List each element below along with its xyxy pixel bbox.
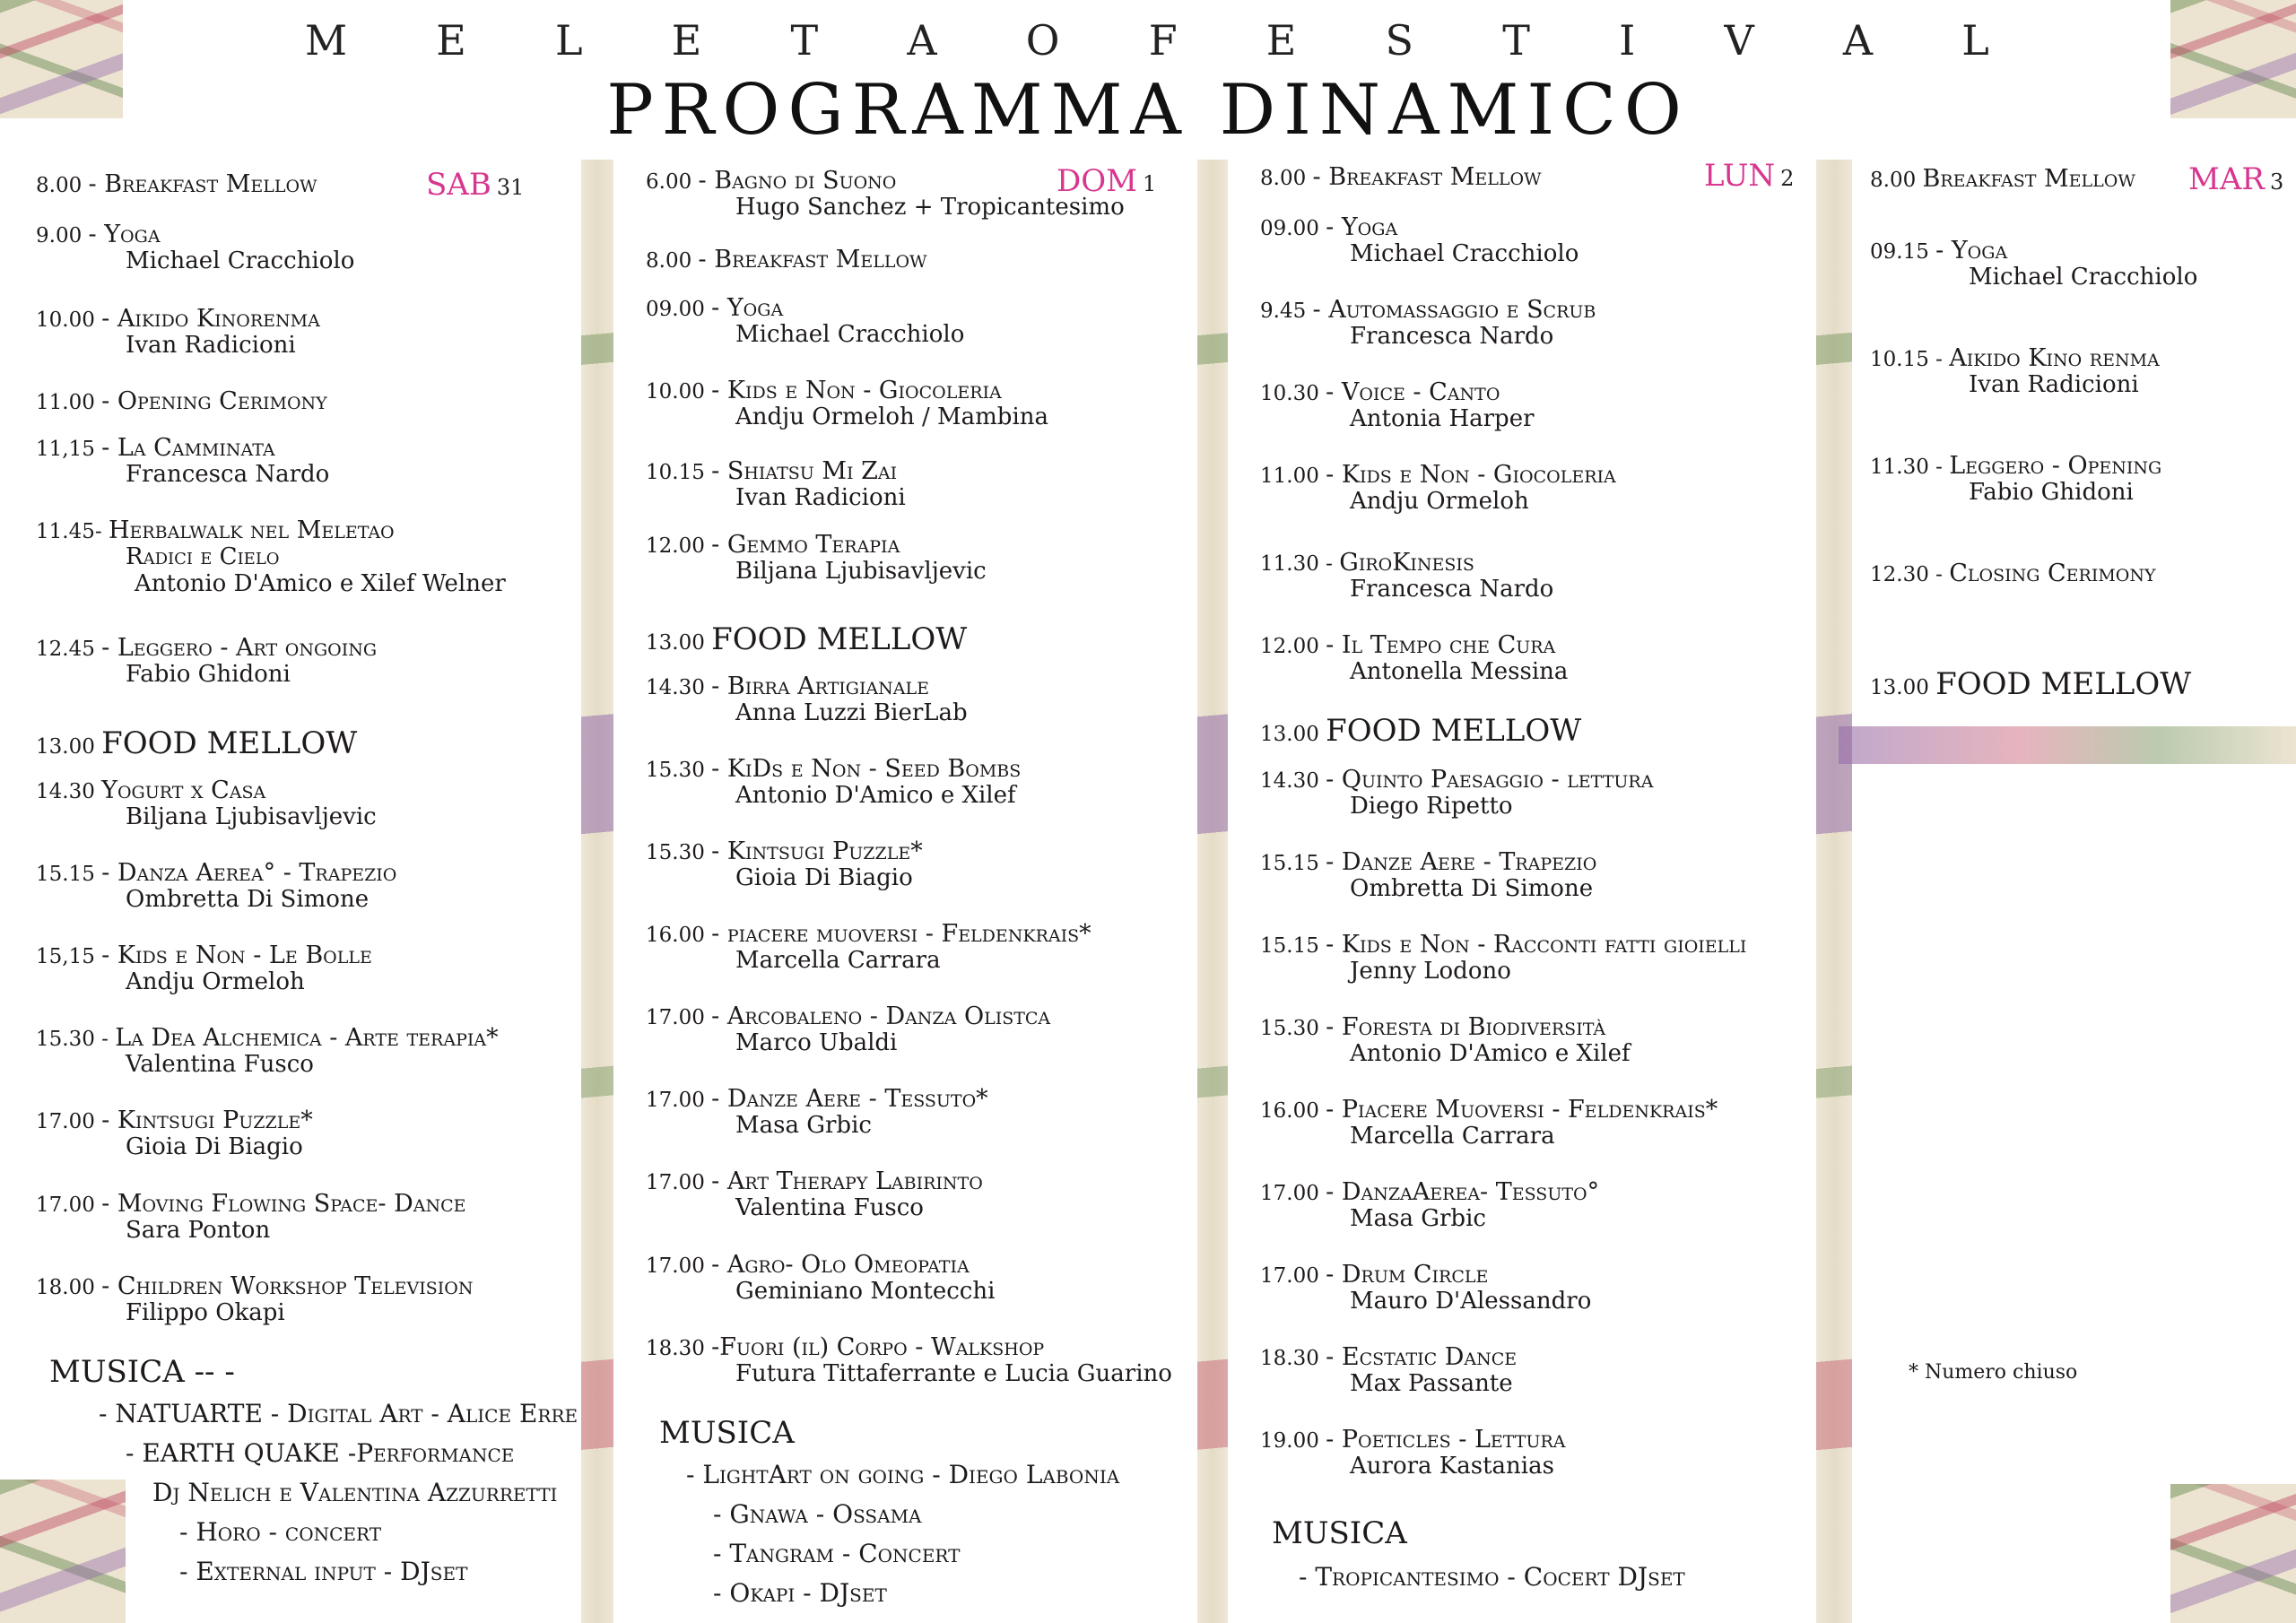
schedule-event — [1260, 461, 1616, 516]
event-title: - Foresta di Biodiversità — [1326, 1013, 1606, 1041]
event-host: Ivan Radicioni — [735, 484, 906, 512]
event-time: 12.00 — [1260, 635, 1326, 658]
festival-letter: L — [555, 16, 585, 65]
event-time: 17.00 — [36, 1110, 102, 1133]
event-host: Ivan Radicioni — [1969, 371, 2139, 399]
event-time: 18.00 — [36, 1276, 102, 1299]
event-title: - piacere muoversi - Feldenkrais* — [711, 920, 1091, 948]
event-title: - Drum Circle — [1326, 1261, 1489, 1289]
event-host: Jenny Lodono — [1350, 958, 1511, 985]
event-title: - La Camminata — [101, 434, 275, 462]
festival-letter: E — [671, 16, 704, 65]
festival-letter: T — [1502, 16, 1532, 65]
event-host: Marcella Carrara — [735, 947, 941, 975]
event-host: Marcella Carrara — [1350, 1123, 1555, 1150]
event-time: 13.00 — [1260, 723, 1326, 746]
event-title: - Piacere Muoversi - Feldenkrais* — [1326, 1096, 1718, 1124]
event-title: - Arcobaleno - Danza Olistca — [711, 1002, 1051, 1030]
event-title: Aikido Kino renma — [1949, 344, 2160, 372]
schedule-event — [1260, 766, 1653, 820]
event-host: Sara Ponton — [126, 1217, 271, 1245]
schedule-event — [36, 777, 377, 831]
schedule-event — [1870, 344, 2160, 399]
event-time: 12.00 — [646, 534, 712, 558]
schedule-event — [1260, 1096, 1718, 1150]
schedule-event — [1260, 1178, 1599, 1233]
event-host: Gioia Di Biagio — [126, 1133, 303, 1161]
musica-item: - Tropicantesimo - Cocert DJset — [1299, 1562, 1685, 1592]
musica-heading: MUSICA -- - — [49, 1354, 235, 1390]
musica-item: - EARTH QUAKE -Performance — [126, 1438, 515, 1468]
event-time: 17.00 — [1260, 1182, 1326, 1205]
event-title: - Yoga — [711, 294, 784, 322]
event-title: -Fuori (il) Corpo - Walkshop — [711, 1333, 1045, 1361]
event-time: 18.30 — [646, 1337, 712, 1360]
schedule-event — [36, 1272, 474, 1327]
schedule-event — [1260, 931, 1746, 985]
day-number: 31 — [496, 175, 525, 200]
event-host: Michael Cracchiolo — [1350, 240, 1579, 268]
event-host: Masa Grbic — [735, 1112, 872, 1140]
floral-strip — [1197, 160, 1228, 1623]
event-host: Andju Ormeloh / Mambina — [735, 404, 1049, 431]
event-title: - Yoga — [88, 221, 161, 248]
event-time: 14.30 — [1260, 769, 1326, 793]
event-time: 11.45- — [36, 520, 109, 543]
event-time: 15.30 - — [36, 1028, 116, 1051]
event-title: - Quinto Paesaggio - lettura — [1326, 766, 1654, 794]
event-title: FOOD MELLOW — [101, 725, 358, 761]
festival-letter: S — [1385, 16, 1416, 65]
event-title: - Kids e Non - Le Bolle — [101, 942, 372, 969]
day-name: SAB — [426, 167, 491, 203]
event-title: Yogurt x Casa — [101, 777, 266, 804]
event-title: - Aikido Kinorenma — [101, 305, 320, 333]
event-time: 10.00 — [36, 308, 102, 332]
schedule-event — [1260, 848, 1596, 903]
event-time: 10.30 — [1260, 382, 1326, 405]
event-time: 6.00 — [646, 170, 699, 194]
event-title: - Yoga — [1326, 213, 1398, 241]
event-title: - Il Tempo che Cura — [1326, 631, 1556, 659]
event-host: Filippo Okapi — [126, 1299, 285, 1327]
event-time: 14.30 — [646, 676, 712, 699]
event-time: 8.00 — [646, 249, 699, 273]
schedule-event — [36, 1190, 465, 1245]
event-host: Antonio D'Amico e Xilef — [735, 782, 1016, 810]
schedule-event — [1260, 631, 1568, 686]
schedule-event — [36, 221, 354, 275]
event-time: 16.00 — [1260, 1099, 1326, 1123]
event-title: - Breakfast Mellow — [698, 246, 927, 273]
schedule-event — [1870, 560, 2156, 587]
event-title: - Kids e Non - Giocoleria — [711, 377, 1002, 404]
event-time: 11.30 - — [1870, 456, 1950, 479]
schedule-event — [36, 305, 320, 360]
event-host: Futura Tittaferrante e Lucia Guarino — [735, 1360, 1172, 1388]
event-title: - Children Workshop Television — [101, 1272, 474, 1300]
event-title: GiroKinesis — [1339, 549, 1474, 577]
event-time: 09.15 — [1870, 240, 1936, 264]
footnote: * Numero chiuso — [1909, 1361, 2078, 1384]
event-time: 15,15 — [36, 945, 102, 968]
event-title: - Kintsugi Puzzle* — [711, 838, 923, 865]
event-host: Diego Ripetto — [1350, 793, 1513, 820]
event-host: Antonella Messina — [1350, 658, 1569, 686]
event-title: FOOD MELLOW — [711, 621, 968, 657]
event-time: 09.00 — [1260, 217, 1326, 240]
event-host: Max Passante — [1350, 1370, 1513, 1398]
event-time: 16.00 — [646, 924, 712, 947]
schedule-event — [646, 1002, 1050, 1057]
musica-item: - Horo - concert — [179, 1517, 382, 1547]
event-title: - KiDs e Non - Seed Bombs — [711, 755, 1022, 783]
musica-item: - Tangram - Concert — [713, 1539, 961, 1568]
event-host: Andju Ormeloh — [126, 968, 305, 996]
schedule-event — [646, 457, 906, 512]
event-title: - Danze Aere - Trapezio — [1326, 848, 1597, 876]
event-time: 11,15 — [36, 438, 102, 461]
event-title: - Gemmo Terapia — [711, 531, 900, 559]
schedule-event — [646, 377, 1048, 431]
schedule-event — [646, 622, 967, 657]
schedule-event — [646, 1251, 995, 1306]
event-time: 10.15 - — [1870, 348, 1950, 371]
festival-letter: L — [1961, 16, 1991, 65]
event-title: - Birra Artigianale — [711, 673, 930, 700]
event-time: 15.15 — [36, 863, 102, 886]
event-time: 10.15 — [646, 461, 712, 484]
event-time: 19.00 — [1260, 1429, 1326, 1453]
schedule-event — [1260, 296, 1596, 351]
event-time: 12.30 - — [1870, 563, 1950, 586]
festival-letter: M — [305, 16, 350, 65]
event-title: - Moving Flowing Space- Dance — [101, 1190, 466, 1218]
event-host: Michael Cracchiolo — [1969, 264, 2198, 291]
event-title: - Ecstatic Dance — [1326, 1343, 1518, 1371]
event-title: - DanzaAerea- Tessuto° — [1326, 1178, 1600, 1206]
event-title: - Breakfast Mellow — [1312, 163, 1542, 191]
event-host: Valentina Fusco — [126, 1051, 314, 1079]
schedule-event — [1870, 667, 2191, 702]
day-name: DOM — [1057, 163, 1137, 199]
event-host: Mauro D'Alessandro — [1350, 1288, 1592, 1315]
event-time: 09.00 — [646, 298, 712, 321]
event-time: 10.00 — [646, 380, 712, 404]
event-host: Francesca Nardo — [1350, 576, 1554, 603]
day-label — [426, 167, 524, 203]
floral-decoration — [0, 1480, 126, 1623]
day-label — [2188, 161, 2283, 197]
event-time: 13.00 — [36, 735, 102, 759]
schedule-event — [646, 673, 968, 727]
schedule-event — [646, 1085, 988, 1140]
event-title: - Agro- Olo Omeopatia — [711, 1251, 970, 1279]
festival-letter: V — [1724, 16, 1756, 65]
event-host: Hugo Sanchez + Tropicantesimo — [735, 194, 1125, 221]
schedule-event — [1260, 213, 1578, 268]
schedule-event — [646, 920, 1091, 975]
schedule-event — [36, 434, 329, 489]
event-host: Valentina Fusco — [735, 1194, 924, 1222]
event-time: 17.00 — [36, 1193, 102, 1217]
event-host: Ombretta Di Simone — [1350, 875, 1594, 903]
event-title: - Shiatsu Mi Zai — [711, 457, 898, 485]
event-host: Antonio D'Amico e Xilef — [1350, 1040, 1631, 1068]
event-time: 9.00 — [36, 224, 89, 247]
musica-heading: MUSICA — [1272, 1515, 1407, 1551]
event-host: Andju Ormeloh — [1350, 488, 1529, 516]
event-host: Gioia Di Biagio — [735, 864, 913, 892]
day-label — [1704, 158, 1794, 194]
event-time: 17.00 — [646, 1089, 712, 1112]
schedule-event — [646, 294, 964, 349]
event-time: 17.00 — [646, 1171, 712, 1194]
schedule-event — [646, 1167, 983, 1222]
event-title: - Art Therapy Labirinto — [711, 1167, 983, 1195]
festival-letter: A — [1842, 16, 1875, 65]
schedule-event — [1870, 237, 2197, 291]
event-title: Herbalwalk nel Meletao — [108, 516, 395, 544]
event-host: Marco Ubaldi — [735, 1029, 898, 1057]
event-time: 11.00 — [36, 391, 102, 414]
event-time: 8.00 — [1870, 169, 1923, 192]
schedule-event — [1260, 378, 1535, 433]
event-title: FOOD MELLOW — [1935, 666, 2192, 702]
event-time: 15.15 — [1260, 852, 1326, 875]
event-host: Ombretta Di Simone — [126, 886, 370, 914]
schedule-event — [1260, 1343, 1517, 1398]
day-number: 1 — [1142, 171, 1157, 196]
schedule-event — [36, 726, 357, 761]
event-title: Closing Cerimony — [1949, 560, 2156, 587]
floral-strip — [581, 160, 613, 1623]
floral-strip — [1816, 160, 1852, 1623]
schedule-event — [36, 859, 396, 914]
event-host: Masa Grbic — [1350, 1205, 1486, 1233]
schedule-event — [1260, 1426, 1566, 1480]
day-name: MAR — [2188, 161, 2265, 197]
event-host: Michael Cracchiolo — [735, 321, 965, 349]
event-host: Fabio Ghidoni — [126, 661, 291, 689]
event-time: 8.00 — [36, 174, 89, 197]
schedule-event — [36, 1024, 499, 1079]
event-host: Geminiano Montecchi — [735, 1278, 996, 1306]
schedule-event — [36, 387, 327, 415]
schedule-event — [1870, 165, 2135, 193]
event-time: 15.30 — [646, 759, 712, 782]
event-time: 8.00 — [1260, 167, 1313, 190]
event-host: Fabio Ghidoni — [1969, 479, 2134, 507]
schedule-event — [646, 531, 987, 586]
event-title: - Kids e Non - Racconti fatti gioielli — [1326, 931, 1747, 959]
event-title: - Voice - Canto — [1326, 378, 1500, 406]
event-title: - Danza Aerea° - Trapezio — [101, 859, 397, 887]
event-time: 11.30 - — [1260, 552, 1340, 576]
festival-letter: A — [907, 16, 939, 65]
event-host: Ivan Radicioni — [126, 332, 296, 360]
event-title: - Leggero - Art ongoing — [101, 634, 378, 662]
event-title: - Kintsugi Puzzle* — [101, 1107, 313, 1134]
musica-item: - External input - DJset — [179, 1557, 468, 1586]
schedule-event — [36, 516, 506, 598]
event-title: Breakfast Mellow — [1922, 165, 2135, 193]
schedule-event — [646, 246, 927, 273]
event-host: Anna Luzzi BierLab — [735, 699, 968, 727]
schedule-event — [1260, 1261, 1591, 1315]
event-time: 12.45 — [36, 638, 102, 661]
festival-letter: F — [1148, 16, 1179, 65]
event-title: - Yoga — [1935, 237, 2008, 265]
event-time: 14.30 — [36, 780, 102, 803]
event-time: 11.00 — [1260, 464, 1326, 488]
day-number: 2 — [1780, 166, 1795, 191]
event-title: La Dea Alchemica - Arte terapia* — [115, 1024, 499, 1052]
event-time: 18.30 — [1260, 1347, 1326, 1370]
day-number: 3 — [2269, 169, 2284, 195]
schedule-event — [1870, 452, 2161, 507]
schedule-event — [646, 167, 1125, 221]
festival-letter: E — [1265, 16, 1299, 65]
festival-letter: E — [436, 16, 468, 65]
page-title: PROGRAMMA DINAMICO — [606, 70, 1690, 151]
schedule-event — [36, 170, 317, 198]
event-title: - Breakfast Mellow — [88, 170, 317, 198]
schedule-event — [1260, 1013, 1631, 1068]
schedule-event — [646, 838, 923, 892]
floral-strip — [1839, 726, 2296, 764]
event-host: Aurora Kastanias — [1350, 1453, 1554, 1480]
event-host: Antonia Harper — [1350, 405, 1535, 433]
schedule-event — [36, 942, 372, 996]
event-host: Biljana Ljubisavljevic — [735, 558, 987, 586]
event-title: - Automassaggio e Scrub — [1312, 296, 1596, 324]
event-time: 17.00 — [1260, 1264, 1326, 1288]
schedule-event — [1260, 714, 1581, 749]
event-time: 13.00 — [646, 631, 712, 655]
festival-letter: I — [1619, 16, 1638, 65]
event-host: Antonio D'Amico e Xilef Welner — [135, 569, 506, 597]
event-title: - Kids e Non - Giocoleria — [1326, 461, 1616, 489]
festival-name — [305, 16, 1991, 65]
day-name: LUN — [1704, 158, 1776, 194]
musica-item: - NATUARTE - Digital Art - Alice Erre — [99, 1399, 578, 1428]
schedule-event — [36, 634, 377, 689]
schedule-event — [1260, 163, 1542, 191]
schedule-event — [36, 1107, 313, 1161]
event-time: 17.00 — [646, 1006, 712, 1029]
musica-item: - Okapi - DJset — [713, 1578, 887, 1608]
event-host: Francesca Nardo — [1350, 323, 1554, 351]
schedule-event — [646, 755, 1021, 810]
event-time: 9.45 — [1260, 299, 1313, 323]
event-host: Michael Cracchiolo — [126, 247, 355, 275]
event-time: 15.30 — [1260, 1017, 1326, 1040]
musica-item: Dj Nelich e Valentina Azzurretti — [152, 1478, 558, 1507]
event-host: Biljana Ljubisavljevic — [126, 803, 377, 831]
festival-letter: T — [790, 16, 821, 65]
event-title: - Opening Cerimony — [101, 387, 327, 415]
musica-item: - Gnawa - Ossama — [713, 1499, 922, 1529]
event-title: FOOD MELLOW — [1326, 713, 1582, 749]
floral-decoration — [2170, 1484, 2296, 1623]
event-title: - Bagno di Suono — [698, 167, 897, 195]
event-time: 15.30 — [646, 841, 712, 864]
schedule-event — [1260, 549, 1553, 603]
event-time: 15.15 — [1260, 934, 1326, 958]
event-title: - Danze Aere - Tessuto* — [711, 1085, 988, 1113]
musica-item: - LightArt on going - Diego Labonia — [686, 1460, 1120, 1489]
musica-heading: MUSICA — [659, 1415, 795, 1451]
event-title: Leggero - Opening — [1949, 452, 2162, 480]
event-host: Radici e Cielo — [126, 543, 280, 571]
event-time: 13.00 — [1870, 676, 1936, 699]
festival-letter: O — [1025, 16, 1062, 65]
schedule-event — [646, 1333, 1172, 1388]
event-title: - Poeticles - Lettura — [1326, 1426, 1566, 1454]
event-time: 17.00 — [646, 1254, 712, 1278]
event-host: Francesca Nardo — [126, 461, 330, 489]
